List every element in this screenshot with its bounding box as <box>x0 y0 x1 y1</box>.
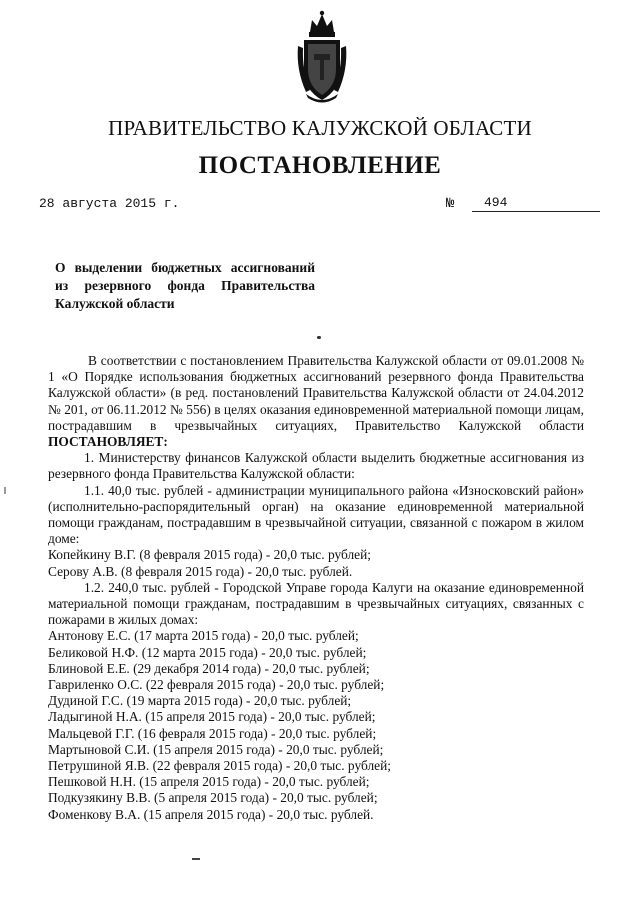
list-item: Мартыновой С.И. (15 апреля 2015 года) - 20,0 тыс. рублей; <box>48 741 384 757</box>
document-body <box>48 353 584 823</box>
resolves-keyword: ПОСТАНОВЛЯЕТ: <box>48 434 168 450</box>
list-item: Гавриленко О.С. (22 февраля 2015 года) - 20,0 тыс. рублей; <box>48 677 385 693</box>
list-item: Антонову Е.С. (17 марта 2015 года) - 20,0 тыс. рублей; <box>48 628 359 644</box>
scan-mark <box>4 487 6 494</box>
item-1-2: 1.2. 240,0 тыс. рублей - Городской Управе города Калуги на оказание единовременной материальной помощи гражданам, пострадавшим в чрезвычайных ситуациях, связанных с пожарами в жилых домах: <box>48 579 584 628</box>
number-label: № <box>446 196 455 212</box>
item-1-1: 1.1. 40,0 тыс. рублей - администрации муниципального района «Износковский район» (исполнительно-распорядительный орган) на оказание единовременной материальной помощи гражданам, пострадавшим в чрезвычайной ситуации, связанной с пожаром в жилом доме: <box>48 482 584 547</box>
scan-mark <box>317 336 321 339</box>
list-item: Петрушиной Я.В. (22 февраля 2015 года) - 20,0 тыс. рублей; <box>48 758 391 774</box>
subject-line-2: из резервного фонда Правительства <box>55 278 315 293</box>
subject-line-3: Калужской области <box>55 296 175 311</box>
list-item: Мальцевой Г.Г. (16 февраля 2015 года) - 20,0 тыс. рублей; <box>48 725 377 741</box>
organization-title: ПРАВИТЕЛЬСТВО КАЛУЖСКОЙ ОБЛАСТИ <box>108 116 532 140</box>
document-subject <box>55 259 315 313</box>
scan-mark <box>192 858 200 860</box>
list-item: Пешковой Н.Н. (15 апреля 2015 года) - 20,0 тыс. рублей; <box>48 774 370 790</box>
item-1-2-list <box>48 628 584 822</box>
list-item: Копейкину В.Г. (8 февраля 2015 года) - 20,0 тыс. рублей; <box>48 547 371 563</box>
preamble-text: В соответствии с постановлением Правительства Калужской области от 09.01.2008 № 1 «О Порядке использования бюджетных ассигнований резервного фонда Правительства Калужской области» (в ред. постановлений Правительства Калужской области от 24.04.2012 № 201, от 06.11.2012 № 556) в целях оказания единовременной материальной помощи лицам, пострадавшим в чрезвычайных ситуациях, Правительство Калужской области <box>48 353 584 433</box>
preamble-paragraph <box>48 353 584 450</box>
document-number: 494 <box>472 194 600 212</box>
list-item: Ладыгиной Н.А. (15 апреля 2015 года) - 20,0 тыс. рублей; <box>48 709 376 725</box>
list-item: Подкузякину В.В. (5 апреля 2015 года) - 20,0 тыс. рублей; <box>48 790 378 806</box>
list-item: Дудиной Г.С. (19 марта 2015 года) - 20,0 тыс. рублей; <box>48 693 352 709</box>
list-item: Фоменкову В.А. (15 апреля 2015 года) - 20,0 тыс. рублей. <box>48 806 374 822</box>
document-type-title: ПОСТАНОВЛЕНИЕ <box>198 152 442 179</box>
item-1-1-list <box>48 547 584 579</box>
subject-line-1: О выделении бюджетных ассигнований <box>55 260 315 275</box>
list-item: Серову А.В. (8 февраля 2015 года) - 20,0 тыс. рублей. <box>48 563 353 579</box>
list-item: Блиновой Е.Е. (29 декабря 2014 года) - 20,0 тыс. рублей; <box>48 660 370 676</box>
document-date: 28 августа 2015 г. <box>39 196 180 211</box>
list-item: Беликовой Н.Ф. (12 марта 2015 года) - 20,0 тыс. рублей; <box>48 644 367 660</box>
item-1: 1. Министерству финансов Калужской области выделить бюджетные ассигнования из резервного фонда Правительства Калужской области: <box>48 450 584 482</box>
coat-of-arms-icon <box>294 10 350 106</box>
